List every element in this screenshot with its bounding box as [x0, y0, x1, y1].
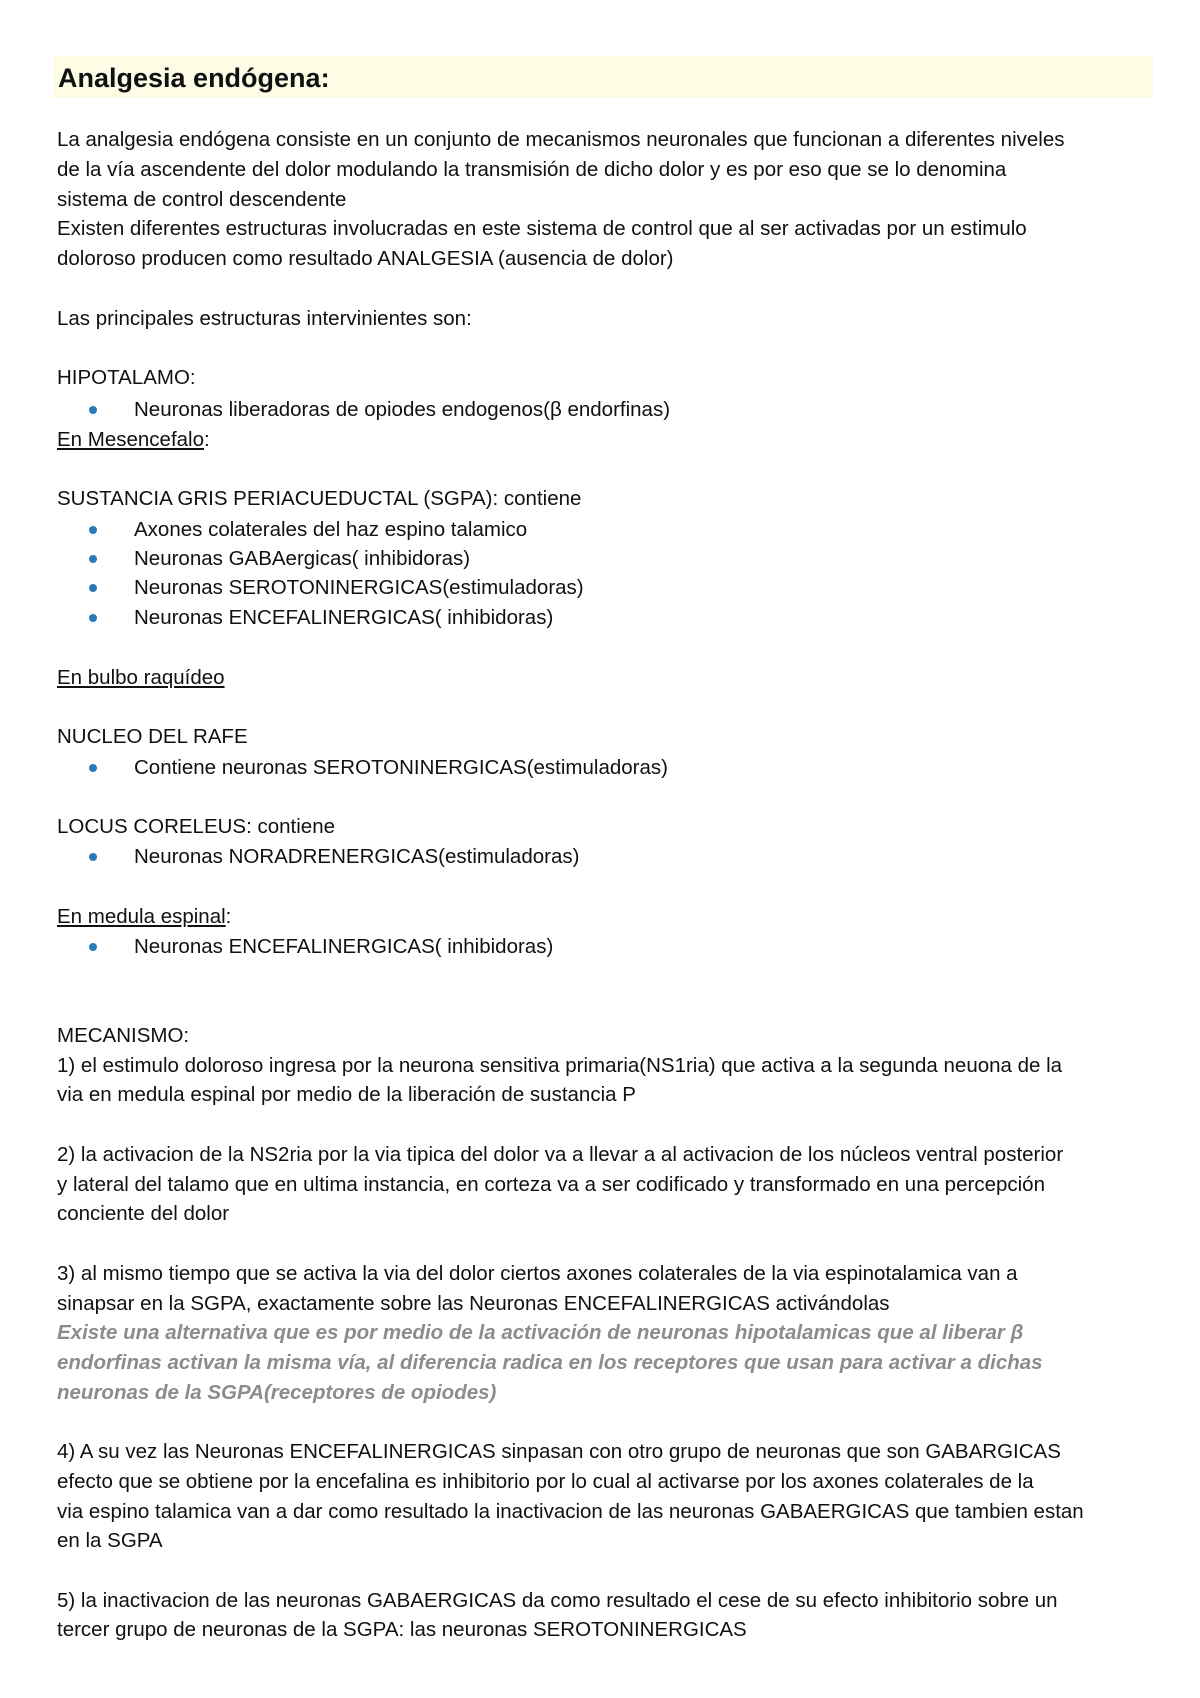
intro-line: doloroso producen como resultado ANALGESIA (ausencia de dolor) [57, 247, 674, 270]
step1-line: 1) el estimulo doloroso ingresa por la neurona sensitiva primaria(NS1ria) que activa a la segunda neuona de la [57, 1054, 1063, 1077]
medula-heading-text: En medula espinal [57, 905, 226, 928]
list-item: Neuronas liberadoras de opiodes endogenos(β endorfinas) [134, 398, 671, 421]
step3-line: 3) al mismo tiempo que se activa la via del dolor ciertos axones colaterales de la via espinotalamica van a [57, 1262, 1018, 1285]
rafe-heading: NUCLEO DEL RAFE [57, 725, 248, 748]
list-item: Neuronas ENCEFALINERGICAS( inhibidoras) [134, 935, 554, 958]
intro-line: Existen diferentes estructuras involucradas en este sistema de control que al ser activadas por un estimulo [57, 217, 1027, 240]
list-item: Contiene neuronas SEROTONINERGICAS(estimuladoras) [134, 756, 668, 779]
list-item: Neuronas GABAergicas( inhibidoras) [134, 547, 471, 570]
page-title: Analgesia endógena: [58, 63, 330, 93]
mecanismo-heading: MECANISMO: [57, 1024, 190, 1047]
bulbo-heading: En bulbo raquídeo [57, 666, 225, 689]
bullet-icon [89, 614, 97, 622]
medula-heading-suffix: : [225, 905, 232, 928]
list-item: Neuronas ENCEFALINERGICAS( inhibidoras) [134, 606, 554, 629]
step2-line: 2) la activacion de la NS2ria por la via tipica del dolor va a llevar a al activacion de los núcleos ventral posterior [57, 1143, 1064, 1166]
step4-line: efecto que se obtiene por la encefalina es inhibitorio por lo cual al activarse por los axones colaterales de la [57, 1470, 1034, 1493]
intro-line: sistema de control descendente [57, 188, 347, 211]
intro-line: de la vía ascendente del dolor modulando la transmisión de dicho dolor y es por eso que se lo denomina [57, 158, 1007, 181]
step3-line: sinapsar en la SGPA, exactamente sobre las Neuronas ENCEFALINERGICAS activándolas [57, 1292, 890, 1315]
bullet-icon [89, 943, 97, 951]
step1-line: via en medula espinal por medio de la liberación de sustancia P [57, 1083, 636, 1106]
bullet-icon [89, 526, 97, 534]
bullet-icon [89, 406, 97, 414]
list-item: Neuronas SEROTONINERGICAS(estimuladoras) [134, 576, 584, 599]
locus-heading: LOCUS CORELEUS: contiene [57, 815, 336, 838]
step5-line: tercer grupo de neuronas de la SGPA: las neuronas SEROTONINERGICAS [57, 1618, 747, 1641]
sgpa-heading: SUSTANCIA GRIS PERIACUEDUCTAL (SGPA): contiene [57, 487, 582, 510]
bullet-icon [89, 853, 97, 861]
medula-heading [57, 902, 231, 932]
step5-line: 5) la inactivacion de las neuronas GABAERGICAS da como resultado el cese de su efecto inhibitorio sobre un [57, 1589, 1058, 1612]
list-item: Axones colaterales del haz espino talamico [134, 518, 528, 541]
step3-note-line: neuronas de la SGPA(receptores de opiodes) [57, 1381, 497, 1404]
hipotalamo-heading: HIPOTALAMO: [57, 366, 196, 389]
bullet-icon [89, 764, 97, 772]
bullet-icon [89, 555, 97, 563]
bullet-icon [89, 584, 97, 592]
step4-line: via espino talamica van a dar como resultado la inactivacion de las neuronas GABAERGICAS que tambien estan [57, 1500, 1084, 1523]
step2-line: conciente del dolor [57, 1202, 230, 1225]
step2-line: y lateral del talamo que en ultima instancia, en corteza va a ser codificado y transformado en una percepción [57, 1173, 1045, 1196]
step3-note-line: endorfinas activan la misma vía, al diferencia radica en los receptores que usan para activar a dichas [57, 1351, 1043, 1374]
mesencefalo-heading-text: En Mesencefalo [57, 428, 205, 451]
mesencefalo-heading [57, 425, 210, 455]
step3-note-line: Existe una alternativa que es por medio de la activación de neuronas hipotalamicas que al liberar β [57, 1321, 1024, 1344]
structures-intro: Las principales estructuras intervinientes son: [57, 307, 472, 330]
mesencefalo-heading-suffix: : [204, 428, 210, 451]
step4-line: 4) A su vez las Neuronas ENCEFALINERGICAS sinpasan con otro grupo de neuronas que son GABARGICAS [57, 1440, 1061, 1463]
list-item: Neuronas NORADRENERGICAS(estimuladoras) [134, 845, 580, 868]
step4-line: en la SGPA [57, 1529, 163, 1552]
intro-line: La analgesia endógena consiste en un conjunto de mecanismos neuronales que funcionan a diferentes niveles [57, 128, 1065, 151]
